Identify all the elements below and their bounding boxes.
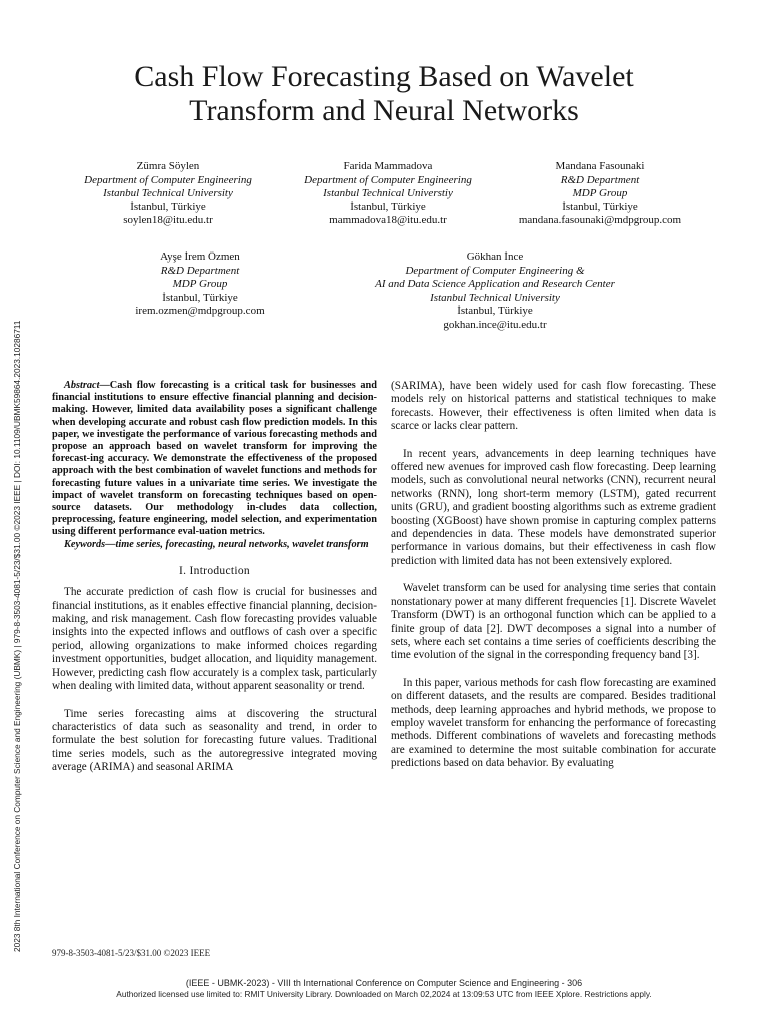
author-org: MDP Group xyxy=(172,278,228,291)
author-name: Gökhan İnce xyxy=(466,251,524,263)
sidebar-citation xyxy=(2,272,22,952)
author-block-1 xyxy=(58,160,278,228)
paragraph: The accurate prediction of cash flow is crucial for businesses and financial institutions, as it enables effective financial planning, decision-making, and risk management. Cash flow forecasting provides valuable insights into the expected inflows and outflows of cash over a specific period, allowing organizations to make informed choices regarding investment opportunities, budget allocation, and liquidity management. However, predicting cash flow accurately is a complex task, particularly when dealing with limited data, without apparent seasonality or trend. xyxy=(52,586,377,693)
section-heading-introduction: I. Introduction xyxy=(179,564,250,577)
author-city: İstanbul, Türkiye xyxy=(457,305,533,318)
author-email[interactable]: soylen18@itu.edu.tr xyxy=(123,214,213,227)
author-dept: R&D Department xyxy=(560,173,640,186)
footer-conference: (IEEE - UBMK-2023) - VIII th International Conference on Computer Science and Engineering - 306 xyxy=(185,978,583,988)
author-email[interactable]: irem.ozmen@mdpgroup.com xyxy=(135,305,265,318)
author-city: İstanbul, Türkiye xyxy=(130,200,206,213)
author-dept: Department of Computer Engineering xyxy=(84,173,252,186)
abstract xyxy=(52,380,377,539)
footer-license: Authorized licensed use limited to: RMIT University Library. Downloaded on March 02,2024 at 13:09:53 UTC from IEEE Xplore. Restrictions apply. xyxy=(116,989,652,999)
author-email[interactable]: mammadova18@itu.edu.tr xyxy=(329,214,447,227)
author-org: Istanbul Technical Universtiy xyxy=(323,187,453,200)
author-dept-2: AI and Data Science Application and Research Center xyxy=(375,278,615,291)
left-column xyxy=(52,380,377,775)
paragraph: (SARIMA), have been widely used for cash flow forecasting. These models rely on historical patterns and statistical techniques to make forecasts. However, their effectiveness is often limited when data is scarce or lacks clear pattern. xyxy=(391,380,716,433)
author-dept: Department of Computer Engineering & xyxy=(405,264,585,277)
title-line-1: Cash Flow Forecasting Based on Wavelet xyxy=(134,60,634,93)
author-name: Zümra Söylen xyxy=(136,160,200,172)
author-email[interactable]: gokhan.ince@itu.edu.tr xyxy=(443,318,547,331)
paragraph: In this paper, various methods for cash flow forecasting are examined on different datasets, and the results are compared. Besides traditional methods, deep learning approaches and hybrid methods, we propose to employ wavelet transform for enhancing the performance of forecasting methods. Different combinations of wavelets and forecasting methods are examined to determine the most suitable combination for accurate predictions based on data behavior. By evaluating xyxy=(391,676,716,770)
author-block-2 xyxy=(278,160,498,228)
author-block-5 xyxy=(330,251,660,333)
author-org: Istanbul Technical University xyxy=(103,187,233,200)
author-block-3 xyxy=(500,160,700,228)
author-org: Istanbul Technical University xyxy=(430,291,560,304)
paper-title xyxy=(84,60,684,128)
author-city: İstanbul, Türkiye xyxy=(350,200,426,213)
author-name: Farida Mammadova xyxy=(343,160,433,172)
keywords: Keywords—time series, forecasting, neural networks, wavelet transform xyxy=(64,538,369,550)
author-city: İstanbul, Türkiye xyxy=(162,291,238,304)
author-name: Mandana Fasounaki xyxy=(555,160,645,172)
author-dept: Department of Computer Engineering xyxy=(304,173,472,186)
copyright-notice: 979-8-3503-4081-5/23/$31.00 ©2023 IEEE xyxy=(52,948,211,958)
author-block-4 xyxy=(110,251,290,319)
title-line-2: Transform and Neural Networks xyxy=(189,94,579,127)
paragraph: Wavelet transform can be used for analysing time series that contain nonstationary power at many different frequencies [1]. Discrete Wavelet Transform (DWT) is an orthogonal function which can be applied to a finite group of data [2]. DWT decomposes a signal into a number of sets, where each set contains a time series of coefficients describing the time evolution of the signal in the corresponding frequency band [3]. xyxy=(391,582,716,662)
right-column xyxy=(391,380,716,771)
author-name: Ayşe İrem Özmen xyxy=(160,251,240,263)
author-dept: R&D Department xyxy=(160,264,240,277)
abstract-text: —Cash flow forecasting is a critical task for businesses and financial institutions to ensure effective financial planning and decision-making. However, limited data availability poses a significant challenge when developing accurate and robust cash flow prediction models. In this paper, we investigate the performance of various forecasting methods and propose an approach based on wavelet transform for improving the forecast-ing accuracy. We demonstrate the effectiveness of the proposed approach with the best combination of wavelet functions and methods for forecasting future values in a univariate time series. We investigate the impact of wavelet transform on forecasting techniques based on open-source datasets. Our methodology in-cludes data collection, preprocessing, feature engineering, model selection, and experimentation using different performance eval-uation metrics. xyxy=(52,380,377,538)
paragraph: In recent years, advancements in deep learning techniques have offered new avenues for improved cash flow forecasting. Deep learning models, such as convolutional neural networks (CNN), recurrent neural networks (RNN), long short-term memory (LSTM), gated recurrent units (GRU), and gradient boosting algorithms such as extreme gradient boosting (XGBoost) have shown promise in capturing complex patterns and dependencies in data. These models have demonstrated superior performance in various domains, but their effectiveness in cash flow prediction with limited data has not been extensively explored. xyxy=(391,447,716,567)
author-city: İstanbul, Türkiye xyxy=(562,200,638,213)
author-email[interactable]: mandana.fasounaki@mdpgroup.com xyxy=(518,214,682,227)
author-org: MDP Group xyxy=(572,187,628,200)
abstract-label: Abstract xyxy=(64,380,100,391)
paragraph: Time series forecasting aims at discovering the structural characteristics of data such as seasonality and trend, in order to formulate the best solution for forecasting future values. Traditional time series models, such as the autoregressive integrated moving average (ARIMA) and seasonal ARIMA xyxy=(52,707,377,774)
sidebar-citation-text: 2023 8th International Conference on Computer Science and Engineering (UBMK) | 979-8-3503-4081-5/23/$31.00 ©2023 IEEE | DOI: 10.1109/UBMK59864.2023.10286711 xyxy=(12,320,22,952)
